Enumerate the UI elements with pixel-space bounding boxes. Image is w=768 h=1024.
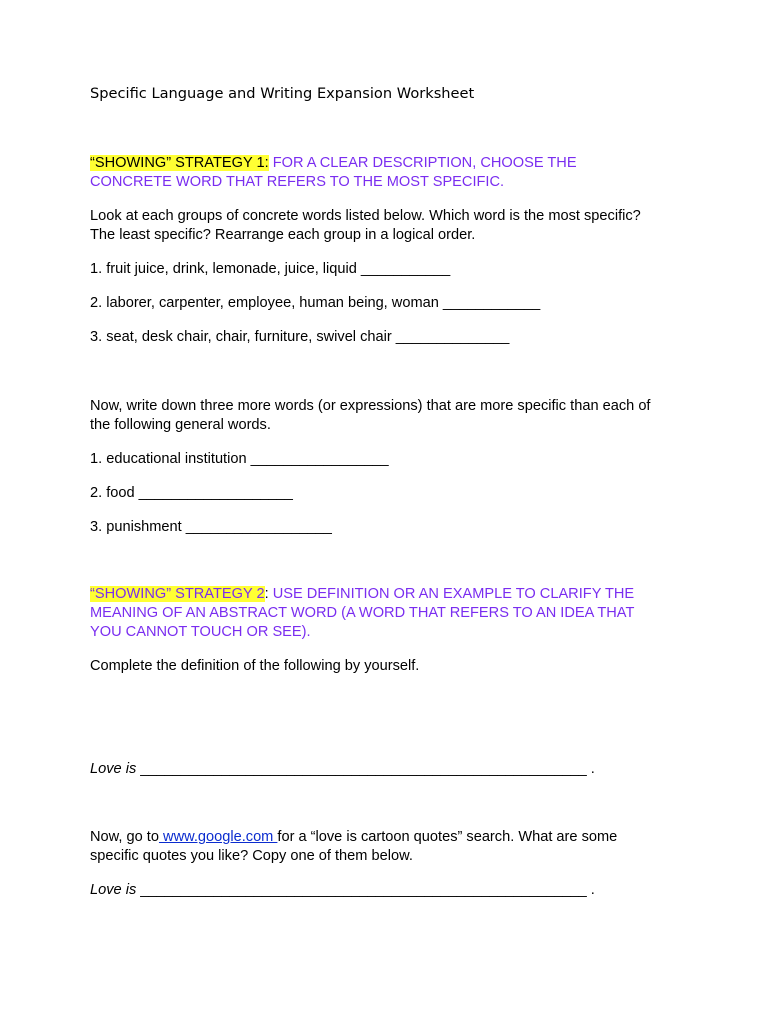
love-is-line-1 <box>90 760 680 779</box>
google-paragraph <box>90 828 680 866</box>
strategy-2-colon: : <box>264 586 269 602</box>
strategy-1-heading <box>90 154 680 192</box>
love-is-blank-1[interactable]: _______________________________________________________ . <box>136 761 595 777</box>
general-item-3: 3. punishment __________________ <box>90 519 332 535</box>
strategy-2-heading <box>90 585 680 642</box>
google-para-before: Now, go to <box>90 829 159 845</box>
love-is-prefix-2: Love is <box>90 882 137 898</box>
instructions-1-line-1: Look at each groups of concrete words listed below. Which word is the most specific? <box>90 208 641 224</box>
strategy-1-label: “SHOWING” STRATEGY 1: <box>90 155 269 171</box>
group-item-2: 2. laborer, carpenter, employee, human being, woman ____________ <box>90 295 541 311</box>
strategy-1-text: FOR A CLEAR DESCRIPTION, CHOOSE THE <box>268 155 577 171</box>
instructions-2-line-2: the following general words. <box>90 417 271 433</box>
strategy-2-label: “SHOWING” STRATEGY 2 <box>90 586 265 602</box>
page-title: Specific Language and Writing Expansion Worksheet <box>90 85 475 102</box>
love-is-line-2 <box>90 881 680 900</box>
group-item-3: 3. seat, desk chair, chair, furniture, swivel chair ______________ <box>90 329 510 345</box>
strategy-2-text: USE DEFINITION OR AN EXAMPLE TO CLARIFY THE <box>268 586 635 602</box>
instructions-1 <box>90 207 680 245</box>
strategy-1-text-line-2: CONCRETE WORD THAT REFERS TO THE MOST SPECIFIC. <box>90 174 505 190</box>
google-para-after: for a “love is cartoon quotes” search. What are some <box>277 829 618 845</box>
strategy-2-text-line-3: YOU CANNOT TOUCH OR SEE). <box>90 624 311 640</box>
instructions-2 <box>90 397 680 435</box>
instructions-2-line-1: Now, write down three more words (or expressions) that are more specific than each of <box>90 398 651 414</box>
love-is-prefix-1: Love is <box>90 761 137 777</box>
google-link[interactable]: www.google.com <box>158 829 278 845</box>
general-item-2: 2. food ___________________ <box>90 485 293 501</box>
google-para-line-2: specific quotes you like? Copy one of them below. <box>90 848 413 864</box>
group-item-1: 1. fruit juice, drink, lemonade, juice, liquid ___________ <box>90 261 451 277</box>
instructions-3: Complete the definition of the following by yourself. <box>90 658 420 674</box>
general-item-1: 1. educational institution _________________ <box>90 451 389 467</box>
instructions-1-line-2: The least specific? Rearrange each group in a logical order. <box>90 227 476 243</box>
love-is-blank-2[interactable]: _______________________________________________________ . <box>136 882 595 898</box>
strategy-2-text-line-2: MEANING OF AN ABSTRACT WORD (A WORD THAT REFERS TO AN IDEA THAT <box>90 605 635 621</box>
